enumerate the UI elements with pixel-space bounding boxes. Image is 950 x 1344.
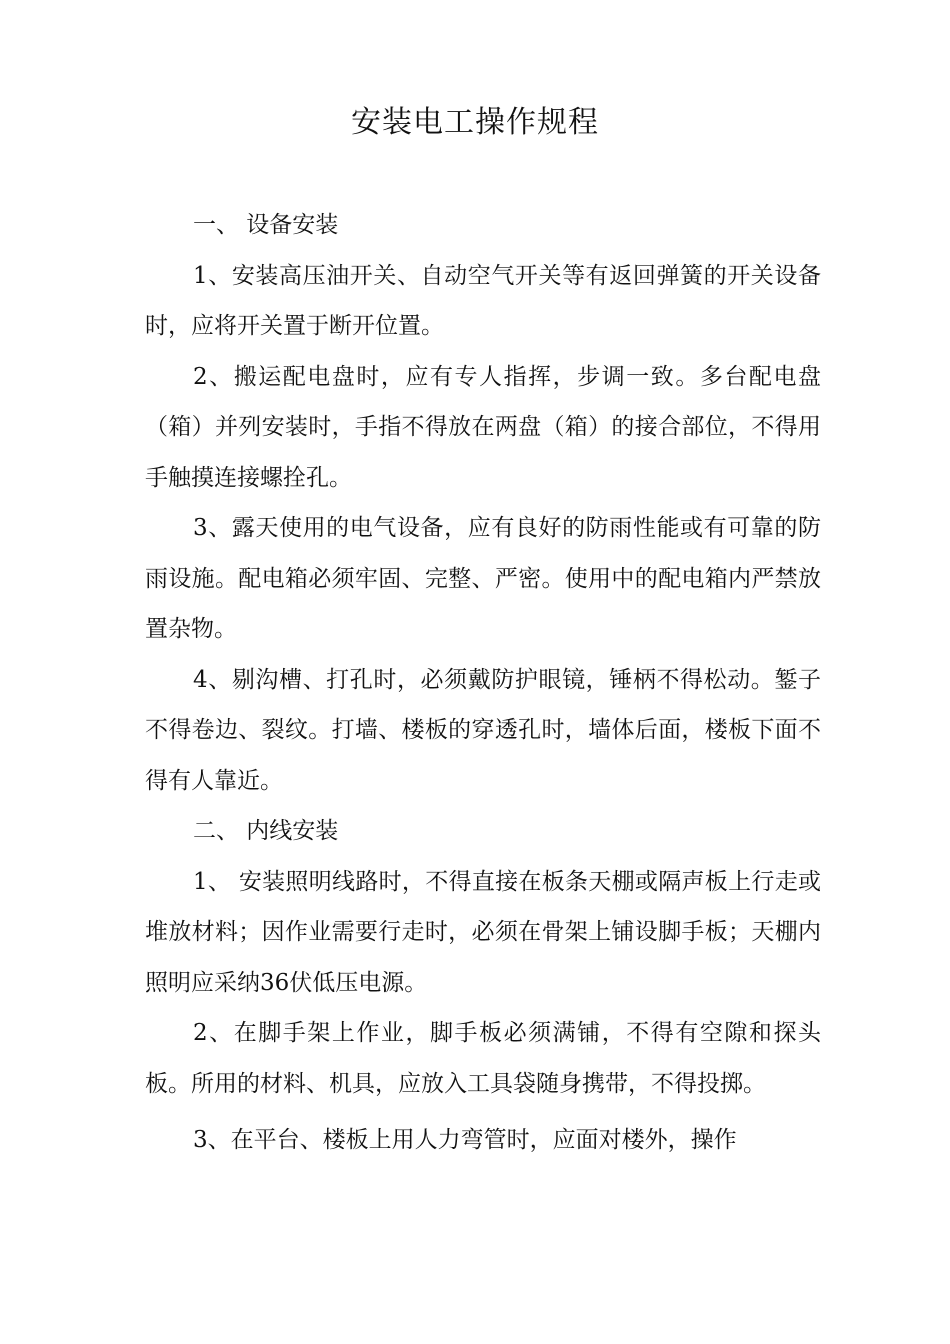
paragraph: 1、安装高压油开关、自动空气开关等有返回弹簧的开关设备时，应将开关置于断开位置。	[145, 262, 821, 339]
section-equipment-installation	[145, 200, 821, 806]
section-interior-wiring	[145, 806, 821, 1166]
paragraph: 3、在平台、楼板上用人力弯管时，应面对楼外，操作	[193, 1127, 737, 1153]
paragraph: 3、露天使用的电气设备，应有良好的防雨性能或有可靠的防雨设施。配电箱必须牢固、完整、严密。使用中的配电箱内严禁放置杂物。	[145, 515, 821, 642]
paragraph: 4、剔沟槽、打孔时，必须戴防护眼镜，锤柄不得松动。錾子不得卷边、裂纹。打墙、楼板的穿透孔时，墙体后面，楼板下面不得有人靠近。	[145, 666, 821, 794]
document-body	[145, 200, 821, 1166]
paragraph: 2、搬运配电盘时，应有专人指挥，步调一致。多台配电盘（箱）并列安装时，手指不得放在两盘（箱）的接合部位，不得用手触摸连接螺拴孔。	[145, 363, 821, 491]
section-heading: 二、 内线安装	[193, 818, 339, 844]
document-title: 安装电工操作规程	[351, 105, 599, 140]
paragraph: 2、在脚手架上作业，脚手板必须满铺，不得有空隙和探头板。所用的材料、机具，应放入工具袋随身携带，不得投掷。	[145, 1020, 821, 1097]
paragraph: 1、 安装照明线路时，不得直接在板条天棚或隔声板上行走或堆放材料；因作业需要行走时，必须在骨架上铺设脚手板；天棚内照明应采纳36伏低压电源。	[145, 868, 821, 996]
section-heading: 一、 设备安装	[193, 212, 339, 238]
